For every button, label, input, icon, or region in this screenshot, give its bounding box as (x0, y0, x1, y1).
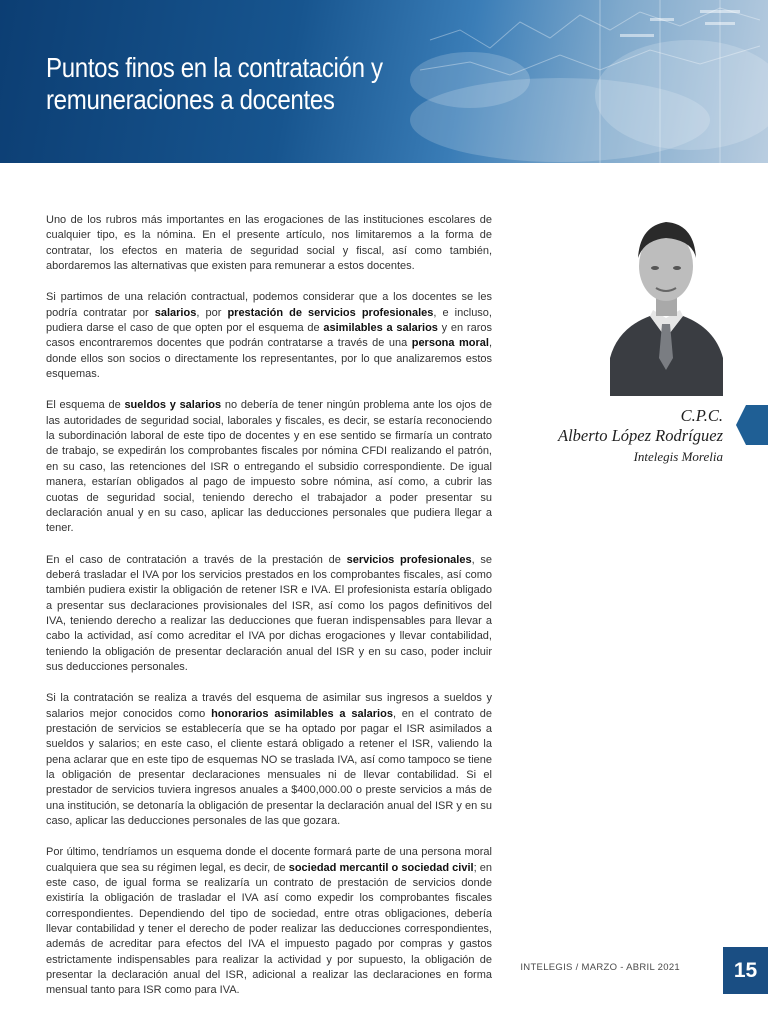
bold-term: asimilables a salarios (323, 322, 438, 335)
text-run: , se deberá trasladar el IVA por los servicios prestados en los comprobantes fiscales, así como también pudiera existir la obligación de retener ISR e IVA. El profesionista estaría obligado a presentar sus declaraciones provisionales del ISR, así como los pagos definitivos del IVA, teniendo derecho a realizar las deducciones que fueran indispensables para llevar a cabo la actividad, así como acreditar el IVA por dichas erogaciones y llevar contabilidad, teniendo la obligación de presentar declaración anual del ISR y en su caso, poder incluir sus deducciones personales. (46, 553, 493, 673)
author-name: Alberto López Rodríguez (558, 426, 723, 445)
text-run: En el caso de contratación a través de la prestación de (46, 553, 347, 566)
text-run: Si partimos de una relación contractual, podemos considerar que a los docentes se les podría contratar por (46, 291, 492, 319)
text-run: , por (196, 306, 228, 319)
text-run: y en raros casos encontraremos docentes que podrán contratarse a través de una (46, 322, 492, 350)
bold-term: servicios profesionales (346, 553, 472, 566)
text-run: , e incluso, pudiera darse el caso de que opten por el esquema de (46, 306, 492, 335)
article-paragraph (46, 553, 492, 676)
footer-publication: INTELEGIS / MARZO - ABRIL 2021 (520, 962, 680, 973)
article-paragraph (46, 691, 492, 829)
text-run: Si la contratación se realiza a través del esquema de asimilar sus ingresos a sueldos y salarios mejor conocidos como (46, 692, 492, 720)
author-byline (558, 406, 723, 467)
text-run: Por último, tendríamos un esquema donde el docente formará parte de una persona moral cualquiera que sea su régimen legal, es decir, de (46, 846, 492, 874)
bold-term: sociedad mercantil o sociedad civil (288, 861, 474, 874)
article-paragraph (46, 845, 492, 998)
bold-term: prestación de servicios profesionales (227, 306, 434, 319)
section-tab-marker (736, 405, 768, 445)
text-run: El esquema de (46, 399, 125, 412)
title-line-2: remuneraciones a docentes (46, 84, 335, 115)
text-run: ; en este caso, de igual forma se realizaría un contrato de prestación de servicios donde existiría la obligación de trasladar el IVA así como expedir los comprobantes fiscales correspondientes. Dependiendo del tipo de sociedad, entre otras obligaciones, debería llevar contabilidad y tener el derecho de poder realizar las deducciones correspondientes, además de acreditar para efectos del IVA el impuesto pagado por compras y gastos estrictamente indispensables para realizar la actividad y por supuesto, la obligación de presentar la declaración anual del ISR, adicional a realizar las declaraciones en forma mensual tanto para ISR como para IVA. (46, 861, 492, 997)
text-run: no debería de tener ningún problema ante los ojos de las autoridades de seguridad social, laborales y fiscales, es decir, se estaría reconociendo la subordinación laboral de este tipo de docentes y en ese sentido se firmaría un contrato de trabajo, se expedirán los comprobantes fiscales por nómina CFDI realizando el patrón, en su caso, las retenciones del ISR o entregando el subsidio correspondiente. De igual manera, estarían obligados al pago de impuesto sobre nómina, así como, a cubrir las cuotas de seguridad social, teniendo derecho el trabajador a poder presentar su declaración anual y en su caso, aplicar las deducciones personales que pudiera llegar a tener. (46, 399, 492, 535)
header-banner (0, 0, 768, 163)
article-paragraph (46, 398, 492, 536)
page-title (46, 52, 528, 116)
text-run: Uno de los rubros más importantes en las erogaciones de las instituciones escolares de cualquier tipo, es la nómina. En el presente artículo, nos limitaremos a la forma de contratar, los efectos en materia de seguridad social y fiscal, así como también, abordaremos las alternativas que existen para remunerar a estos docentes. (46, 214, 492, 273)
bold-term: persona moral (411, 337, 489, 350)
article-paragraph (46, 213, 492, 274)
bold-term: honorarios asimilables a salarios (211, 707, 393, 720)
page-number: 15 (723, 947, 768, 994)
text-run: , donde ellos son socios o directamente los representantes, por lo que analizaremos estos esquemas. (46, 337, 492, 381)
article-paragraph (46, 290, 492, 382)
text-run: , en el contrato de prestación de servicios se establecería que se ha optado por pagar el ISR asimilados a sueldos y salarios; en este caso, el cliente estará obligado a retener el ISR, valiendo la pena aclarar que en este tipo de esquemas NO se traslada IVA, así como tampoco se tiene la obligación de presentar declaraciones mensuales ni de llevar contabilidad. Si el prestador de servicios tuviera ingresos anuales a $400,000.00 o preste servicios a más de una institución, se detonaría la obligación de presentar la declaración anual del ISR y en su caso, aplicar las deducciones personales de las que gozara. (46, 707, 492, 828)
author-portrait-icon (610, 208, 723, 396)
author-organization: Intelegis Morelia (633, 449, 723, 464)
title-line-1: Puntos finos en la contratación y (46, 52, 383, 83)
bold-term: sueldos y salarios (124, 399, 222, 412)
author-credential: C.P.C. (680, 406, 723, 425)
bold-term: salarios (154, 306, 197, 319)
article-body (46, 213, 492, 1015)
